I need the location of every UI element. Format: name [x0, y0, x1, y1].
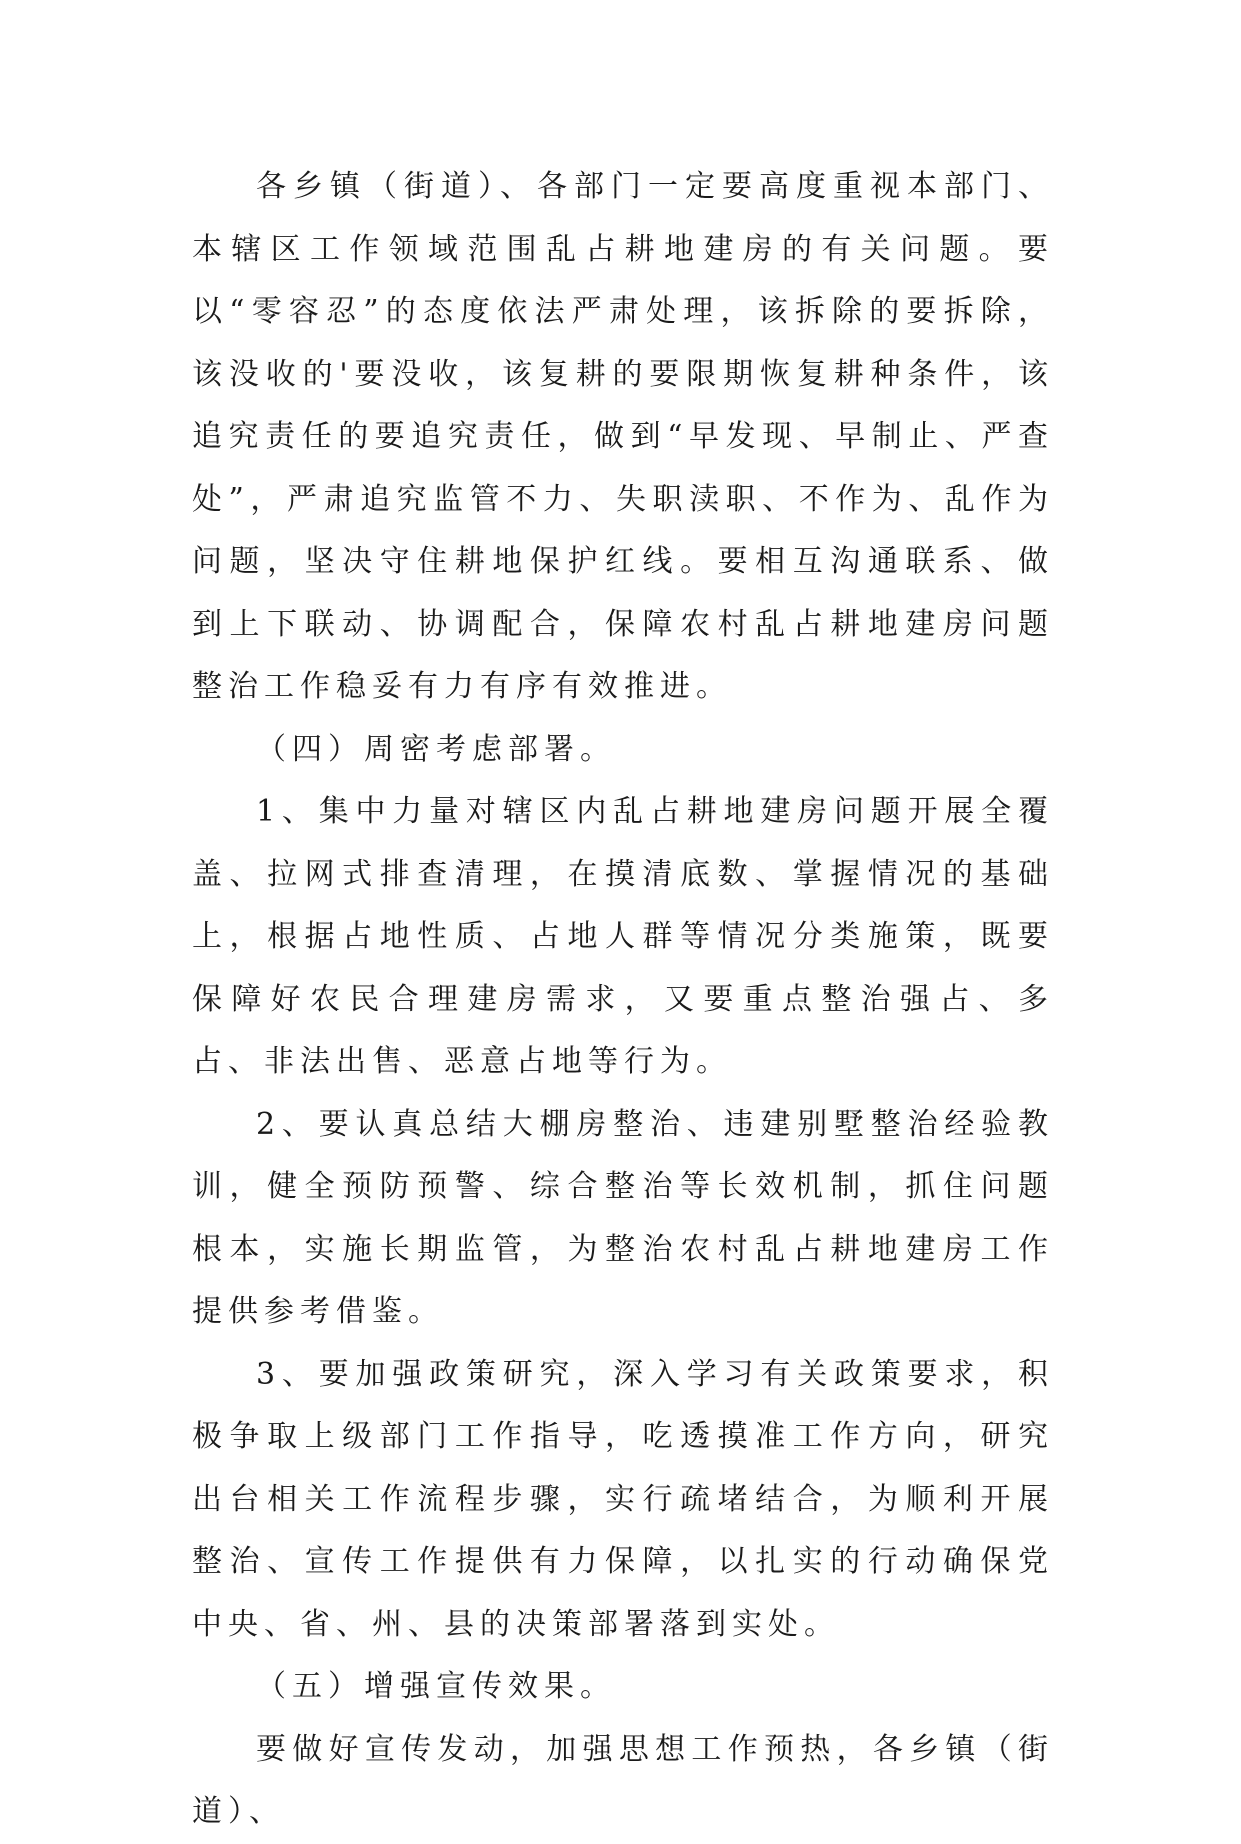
section-heading-5: （五）增强宣传效果。 — [256, 1669, 616, 1704]
paragraph-item-2: 2、要认真总结大棚房整治、违建别墅整治经验教训，健全预防预警、综合整治等长效机制，抓住问题根本，实施长期监管，为整治农村乱占耕地建房工作提供参考借鉴。 — [192, 1106, 1054, 1329]
document-body — [192, 156, 1054, 1844]
paragraph-publicity: 要做好宣传发动，加强思想工作预热，各乡镇（街道）、 — [192, 1731, 1054, 1829]
paragraph-accountability: 各乡镇（街道）、各部门一定要高度重视本部门、本辖区工作领域范围乱占耕地建房的有关问题。要以“零容忍”的态度依法严肃处理，该拆除的要拆除，该没收的'要没收，该复耕的要限期恢复耕种条件，该追究责任的要追究责任，做到“早发现、早制止、严查处”，严肃追究监管不力、失职渎职、不作为、乱作为问题，坚决守住耕地保护红线。要相互沟通联系、做到上下联动、协调配合，保障农村乱占耕地建房问题整治工作稳妥有力有序有效推进。 — [192, 169, 1054, 704]
section-heading-4: （四）周密考虑部署。 — [256, 731, 616, 767]
paragraph-item-1: 1、集中力量对辖区内乱占耕地建房问题开展全覆盖、拉网式排查清理，在摸清底数、掌握情况的基础上，根据占地性质、占地人群等情况分类施策，既要保障好农民合理建房需求，又要重点整治强占、多占、非法出售、恶意占地等行为。 — [192, 794, 1054, 1079]
paragraph-item-3: 3、要加强政策研究，深入学习有关政策要求，积极争取上级部门工作指导，吃透摸准工作方向，研究出台相关工作流程步骤，实行疏堵结合，为顺利开展整治、宣传工作提供有力保障，以扎实的行动确保党中央、省、州、县的决策部署落到实处。 — [192, 1356, 1054, 1642]
